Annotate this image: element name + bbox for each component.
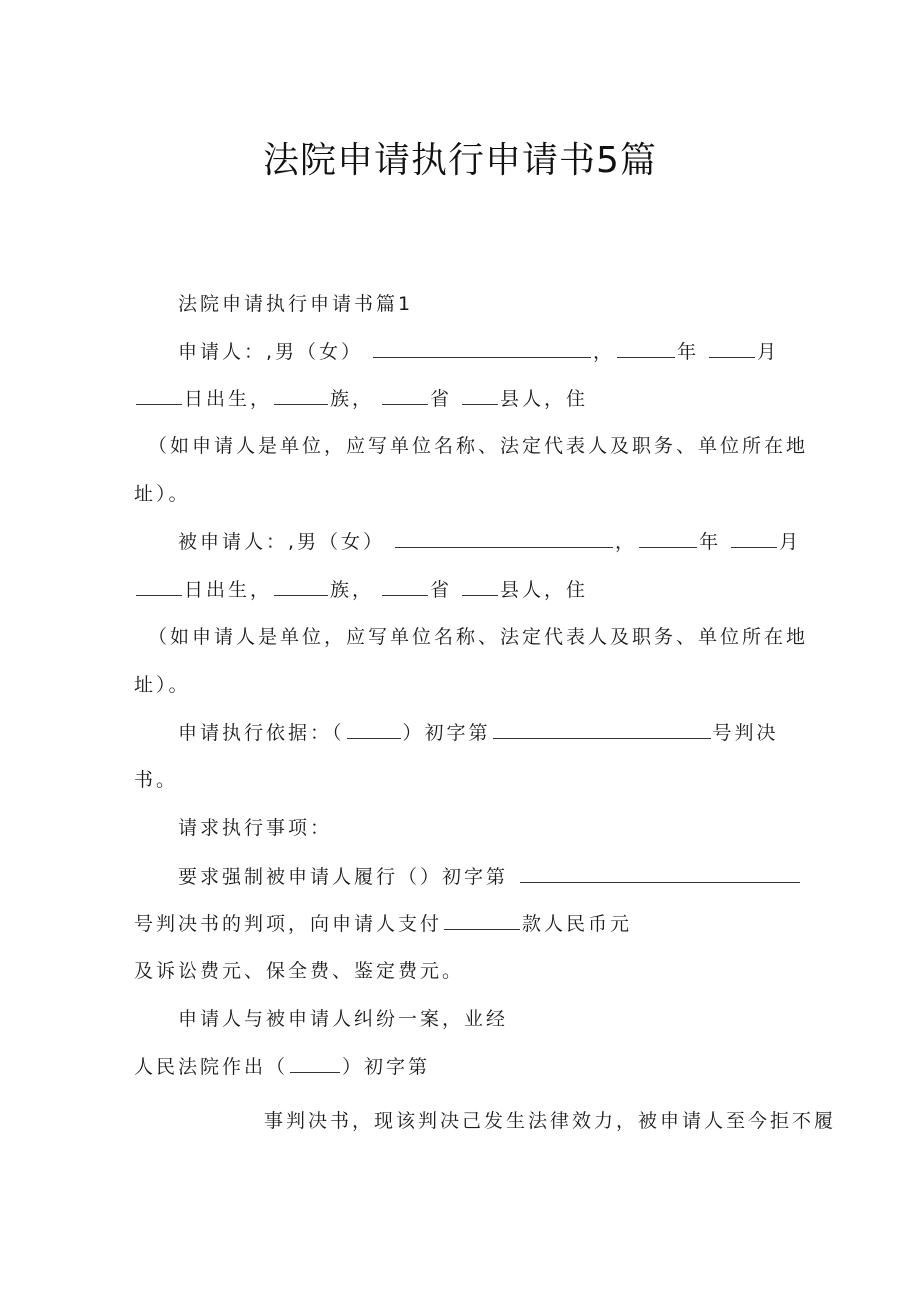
birth-day-blank (136, 386, 182, 405)
respondent-line-3: （如申请人是单位，应写单位名称、法定代表人及职务、单位所在地 (148, 626, 809, 648)
facts-line-2: 人民法院作出（ ）初字第 (134, 1056, 431, 1078)
facts-line-3: 事判决书，现该判决己发生法律效力，被申请人至今拒不履 (264, 1110, 837, 1132)
basis-year-blank (347, 720, 401, 739)
birth-month-blank (709, 339, 755, 358)
request-line-3: 及诉讼费元、保全费、鉴定费元。 (134, 960, 465, 982)
applicant-line-2: 日出生， 族， 省 县人，住 (134, 386, 588, 411)
document-title: 法院申请执行申请书5篇 (263, 140, 657, 181)
request-line-2: 号判决书的判项，向申请人支付 款人民币元 (134, 913, 633, 935)
facts-line-1: 申请人与被申请人纠纷一案，业经 (178, 1008, 509, 1030)
respondent-name-blank (395, 529, 613, 548)
applicant-line-1: 申请人：,男（女） ， 年 月 (178, 341, 780, 363)
province-blank (382, 386, 428, 405)
basis-number-blank (493, 720, 711, 739)
respondent-line-1: 被申请人：,男（女） ， 年 月 (178, 531, 802, 553)
respondent-province-blank (382, 577, 428, 596)
respondent-ethnicity-blank (274, 577, 328, 596)
respondent-line-2: 日出生， 族， 省 县人，住 (134, 577, 588, 602)
basis-line-2: 书。 (134, 769, 179, 791)
respondent-birth-year-blank (639, 529, 697, 548)
applicant-line-3: （如申请人是单位，应写单位名称、法定代表人及职务、单位所在地 (148, 435, 809, 457)
respondent-line-4: 址）。 (134, 674, 191, 696)
county-blank (462, 386, 498, 405)
respondent-birth-month-blank (731, 529, 777, 548)
applicant-line-4: 址）。 (134, 483, 191, 505)
request-number-blank (520, 864, 800, 883)
request-line-1: 要求强制被申请人履行（）初字第 (178, 864, 802, 889)
section-heading: 法院申请执行申请书篇1 (178, 293, 414, 315)
applicant-name-blank (373, 339, 591, 358)
ethnicity-blank (274, 386, 328, 405)
request-heading: 请求执行事项： (178, 817, 333, 839)
birth-year-blank (617, 339, 675, 358)
payment-blank (444, 911, 520, 930)
facts-year-blank (290, 1054, 340, 1073)
basis-line-1: 申请执行依据：（ ）初字第 号判决 (178, 722, 779, 744)
respondent-birth-day-blank (136, 577, 182, 596)
respondent-county-blank (462, 577, 498, 596)
